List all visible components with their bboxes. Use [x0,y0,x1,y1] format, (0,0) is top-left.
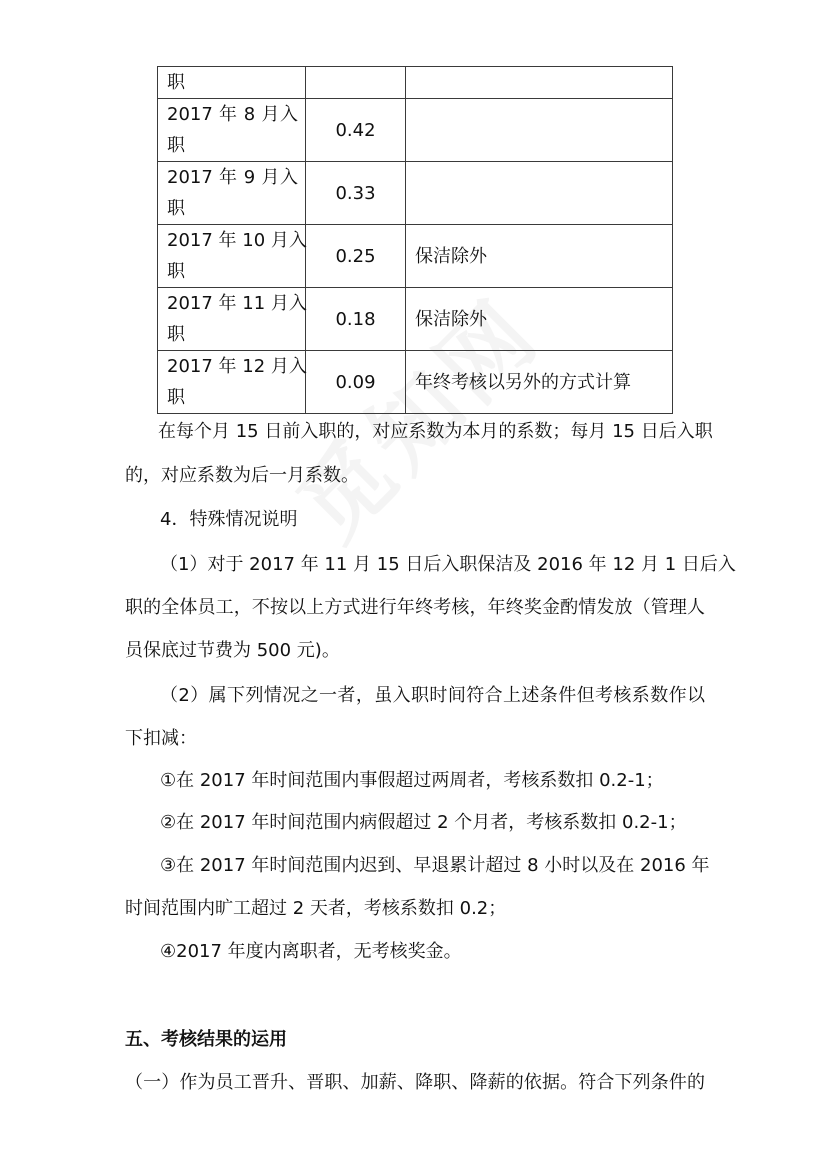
hire-month-cell [158,288,306,351]
hire-month-label: 2017 年 10 月入 [167,230,307,251]
note-cell: 年终考核以另外的方式计算 [406,351,673,414]
section-4-heading: 4．特殊情况说明 [160,509,298,530]
note-cell [406,67,673,99]
deduction-item-4: ④2017 年度内离职者，无考核奖金。 [160,941,462,962]
table-row [158,99,673,162]
section-5-item-1: （一）作为员工晋升、晋职、加薪、降职、降薪的依据。符合下列条件的 [125,1072,705,1093]
hire-month-label: 2017 年 8 月入 [167,104,298,125]
hire-month-label-cont: 职 [167,135,185,156]
special-case-1-line: 职的全体员工，不按以上方式进行年终考核，年终奖金酌情发放（管理人 [125,597,705,618]
coefficient-cell: 0.18 [306,288,406,351]
table-row [158,288,673,351]
coefficient-cell: 0.25 [306,225,406,288]
table-row [158,162,673,225]
special-case-1-line: （1）对于 2017 年 11 月 15 日后入职保洁及 2016 年 12 月 1 日后入 [160,554,736,575]
hire-month-label-cont: 职 [167,198,185,219]
hire-month-cell [158,351,306,414]
coefficient-table [157,66,673,414]
hire-month-label: 职 [167,72,185,93]
coefficient-cell: 0.09 [306,351,406,414]
table-row [158,351,673,414]
deduction-item-3-cont: 时间范围内旷工超过 2 天者，考核系数扣 0.2； [125,898,507,919]
table-row [158,225,673,288]
hire-month-label-cont: 职 [167,324,185,345]
note-cell [406,162,673,225]
coefficient-cell: 0.33 [306,162,406,225]
deduction-item-2: ②在 2017 年时间范围内病假超过 2 个月者，考核系数扣 0.2-1； [160,812,687,833]
hire-month-label: 2017 年 9 月入 [167,167,298,188]
special-case-2-line: 下扣减： [125,728,197,749]
hire-month-label: 2017 年 12 月入 [167,356,307,377]
hire-month-label: 2017 年 11 月入 [167,293,307,314]
section-5-heading: 五、考核结果的运用 [125,1029,287,1050]
special-case-2-line: （2）属下列情况之一者，虽入职时间符合上述条件但考核系数作以 [160,685,705,706]
note-cell: 保洁除外 [406,225,673,288]
hire-month-label-cont: 职 [167,261,185,282]
deduction-item-1: ①在 2017 年时间范围内事假超过两周者，考核系数扣 0.2-1； [160,770,664,791]
note-cell [406,99,673,162]
rule-note-line: 的，对应系数为后一月系数。 [125,465,359,486]
hire-month-label-cont: 职 [167,387,185,408]
deduction-item-3: ③在 2017 年时间范围内迟到、早退累计超过 8 小时以及在 2016 年 [160,855,710,876]
hire-month-cell [158,162,306,225]
coefficient-cell: 0.42 [306,99,406,162]
special-case-1-line: 员保底过节费为 500 元)。 [125,640,340,661]
coefficient-cell [306,67,406,99]
hire-month-cell [158,99,306,162]
rule-note-line: 在每个月 15 日前入职的，对应系数为本月的系数；每月 15 日后入职 [158,421,713,442]
hire-month-cell [158,67,306,99]
note-cell: 保洁除外 [406,288,673,351]
hire-month-cell [158,225,306,288]
table-row [158,67,673,99]
